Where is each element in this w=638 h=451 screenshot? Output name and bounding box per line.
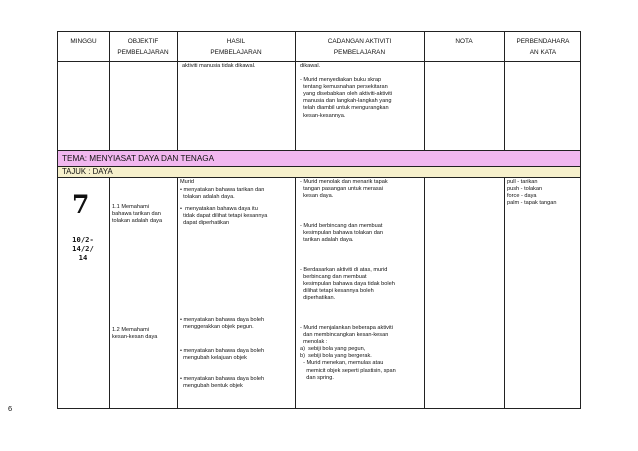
cadangan-item: - Murid menolak dan menarik tapak tangan pasangan untuk merasai kesan daya. — [300, 179, 388, 200]
prev-hasil-text: aktiviti manusia tidak dikawal. — [182, 63, 256, 69]
vocab-list — [507, 179, 556, 207]
header-nota: NOTA — [455, 38, 473, 45]
header-perbendaharaan: PERBENDAHARA AN KATA — [516, 38, 570, 56]
week-dates: 10/2- 14/2/ 14 — [72, 235, 94, 262]
vocab-item: push - tolakan — [507, 186, 543, 193]
hasil-item: • menyatakan bahawa daya boleh mengubah kelajuan objek — [180, 348, 265, 362]
col-divider — [504, 177, 505, 409]
cadangan-item: - Murid menjalankan beberapa aktiviti dan membincangkan kesan-kesan menolak : a) sebiji bola yang pegun, b) sebiji bola yang bergerak. - Murid menekan, memulas atau memicit objek seperti plastisin, span dan spring. — [300, 325, 396, 381]
vocab-item: pull - tarikan — [507, 179, 538, 185]
tajuk-band: TAJUK : DAYA — [58, 167, 580, 177]
hasil-item: • menyatakan bahawa daya boleh menggerakkan objek pegun. — [180, 317, 265, 331]
page-number: 6 — [8, 404, 13, 413]
objektif-1-1: 1.1 Memahami bahawa tarikan dan tolakan adalah daya — [112, 204, 163, 225]
header-hasil: HASIL PEMBELAJARAN — [210, 38, 262, 56]
col-divider — [424, 177, 425, 409]
cadangan-item: - Murid berbincang dan membuat kesimpulan bahawa tolakan dan tarikan adalah daya. — [300, 223, 384, 244]
lesson-plan-table — [57, 31, 581, 409]
col-divider — [109, 177, 110, 409]
cadangan-item: - Berdasarkan aktiviti di atas, murid berbincang dan membuat kesimpulan bahawa daya tidak boleh dilihat tetapi kesannya boleh diperhatikan. — [300, 267, 395, 302]
hasil-item: • menyatakan bahawa daya boleh mengubah bentuk objek — [180, 376, 265, 390]
vocab-item: palm - tapak tangan — [507, 200, 557, 207]
hasil-murid-label: Murid — [180, 179, 194, 185]
week-number: 7 — [72, 190, 90, 219]
objektif-1-2: 1.2 Memahami kesan-kesan daya — [112, 327, 158, 341]
tema-band: TEMA: MENYIASAT DAYA DAN TENAGA — [58, 151, 580, 166]
prev-cadangan-text: dikawal. - Murid menyediakan buku skrap tentang kemusnahan persekitaran yang disebabkan oleh aktiviti-aktiviti manusia dan langkah-langkah yang telah diambil untuk mengurangkan kesan-kesannya. — [300, 63, 393, 119]
content-rule — [58, 177, 580, 178]
header-rule — [58, 61, 580, 62]
col-divider — [177, 177, 178, 409]
header-cadangan: CADANGAN AKTIVITI PEMBELAJARAN — [327, 38, 392, 56]
header-minggu: MINGGU — [70, 38, 97, 45]
col-divider — [295, 177, 296, 409]
vocab-item: force - daya — [507, 193, 537, 200]
hasil-item: • menyatakan bahawa daya itu tidak dapat dilihat tetapi kesannya dapat diperhatikan — [180, 206, 268, 227]
header-objektif: OBJEKTIF PEMBELAJARAN — [117, 38, 169, 56]
col-divider — [424, 32, 425, 150]
hasil-item: • menyatakan bahawa tarikan dan tolakan adalah daya. — [180, 187, 265, 201]
